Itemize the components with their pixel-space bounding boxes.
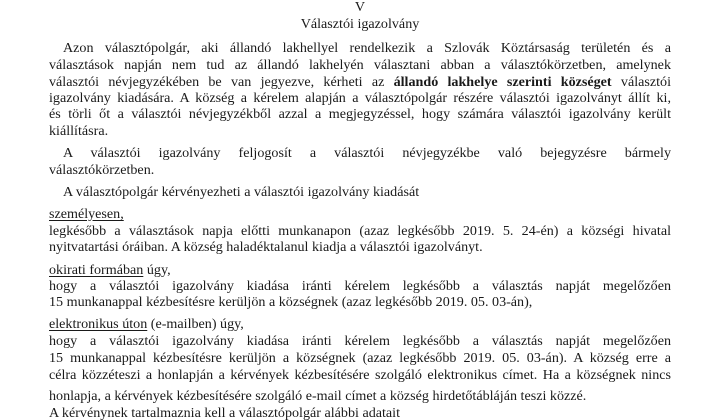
intro-line-6: kiállításra.: [49, 123, 109, 140]
electronic-heading-underlined: elektronikus úton: [49, 316, 148, 333]
written-heading-underlined: okirati formában: [49, 261, 144, 278]
electronic-line-3: célra közzéteszi a honlapján a kérvények kézbesítésére szolgáló elektronikus címet. Ha a községnek nincs: [49, 366, 671, 383]
written-line-2: 15 munkanappal kézbesítésre kerüljön a községnek (azaz legkésőbb 2019. 05. 03-án),: [49, 294, 533, 311]
electronic-line-4: honlapja, a kérvények kézbesítésére szolgáló e-mail címet a község hirdetőtábláján teszi közzé.: [49, 388, 587, 405]
intro-line-2: választások napján nem tud az állandó lakhelyén választani abban a választókörzetben, amelynek: [49, 56, 671, 73]
in-person-heading: személyesen,: [49, 205, 124, 222]
intro-line-1: Azon választópolgár, aki állandó lakhellyel rendelkezik a Szlovák Köztársaság területén és a: [63, 39, 671, 56]
electronic-line-2: 15 munkanappal kézbesítésre kerüljön a községnek (azaz legkésőbb 2019. 05. 03-án). A község erre a: [49, 350, 671, 367]
intro-line-3-pre: választói névjegyzékében be van jegyezve, kérheti az: [49, 73, 394, 90]
in-person-line-1: legkésőbb a választások napja előtti munkanapon (azaz legkésőbb 2019. 5. 24-én) a községi hivatal: [49, 222, 671, 239]
electronic-heading: [49, 315, 671, 333]
intro-line-3-post: választói: [611, 73, 671, 90]
written-heading: [49, 261, 671, 279]
electronic-line-1: hogy a választói igazolvány kiadása iránti kérelem legkésőbb a választás napját megelőzően: [49, 333, 671, 350]
written-line-1: hogy a választói igazolvány kiadása iránti kérelem legkésőbb a választás napját megelőzően: [49, 278, 671, 295]
written-heading-rest: úgy,: [143, 261, 171, 278]
in-person-line-2: nyitvatartási óráiban. A község haladéktalanul kiadja a választói igazolványt.: [49, 239, 483, 256]
entitle-line-2: választókörzetben.: [49, 162, 155, 179]
request-intro: A választópolgár kérvényezheti a választói igazolvány kiadását: [63, 184, 420, 201]
intro-line-3: [49, 73, 671, 91]
intro-line-4: igazolvány kiadására. A község a kérelem alapján a választópolgár részére választói igazolványt állít ki,: [49, 90, 671, 107]
intro-line-5: és törli őt a választói névjegyzékből azzal a megjegyzéssel, hogy számára választói igazolvány került: [49, 106, 671, 123]
entitle-line-1: A választói igazolvány feljogosít a választói névjegyzékbe való bejegyzésre bármely: [63, 145, 671, 162]
intro-line-3-bold: állandó lakhelye szerinti községet: [393, 73, 612, 90]
electronic-heading-rest: (e-mailben) úgy,: [147, 316, 244, 333]
section-mark: V: [354, 0, 366, 16]
page-title: Választói igazolvány: [300, 16, 420, 33]
contents-intro: A kérvénynek tartalmaznia kell a választópolgár alábbi adatait: [49, 405, 401, 420]
